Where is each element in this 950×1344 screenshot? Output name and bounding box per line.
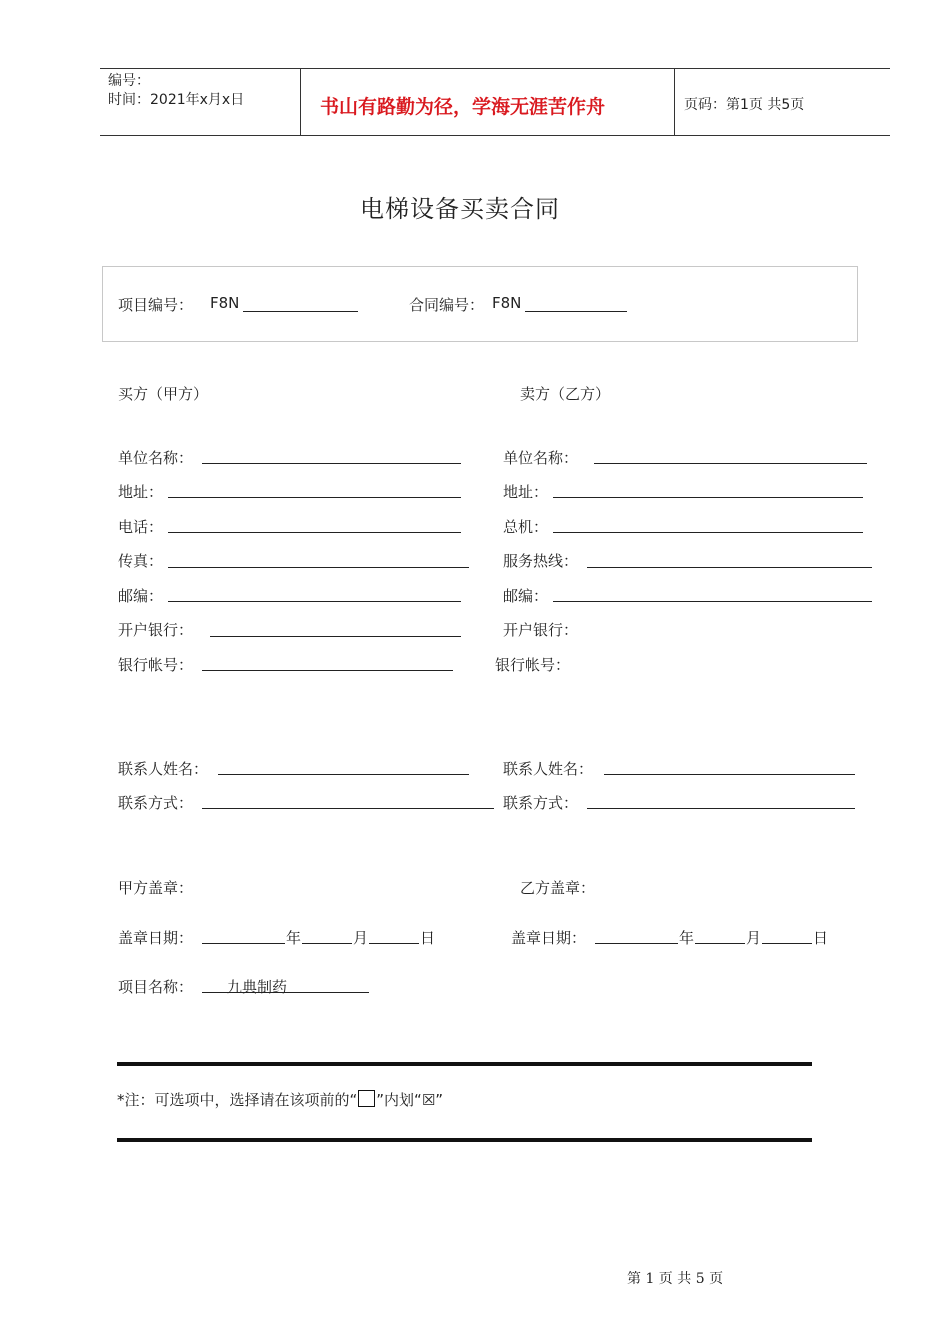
seller-bank-label: 开户银行： bbox=[503, 621, 579, 639]
buyer-contact-method-label: 联系方式： bbox=[118, 794, 194, 812]
buyer-account-label: 银行帐号： bbox=[118, 656, 194, 674]
note-prefix: *注：可选项中，选择请在该项前的“ bbox=[117, 1091, 358, 1109]
buyer-contact-name-field[interactable] bbox=[218, 774, 469, 775]
seller-postcode-field[interactable] bbox=[553, 601, 872, 602]
seller-seal-label: 乙方盖章： bbox=[520, 879, 596, 897]
note-bottom-rule bbox=[117, 1138, 812, 1142]
buyer-contact-name-label: 联系人姓名： bbox=[118, 760, 209, 778]
seller-seal-day-field[interactable] bbox=[762, 943, 812, 944]
seller-seal-year-field[interactable] bbox=[595, 943, 678, 944]
header-motto: 书山有路勤为径，学海无涯苦作舟 bbox=[320, 96, 606, 118]
seller-contact-method-label: 联系方式： bbox=[503, 794, 579, 812]
buyer-bank-field[interactable] bbox=[210, 636, 461, 637]
buyer-phone-field[interactable] bbox=[168, 532, 461, 533]
time-label: 时间：2021年x月x日 bbox=[108, 92, 245, 108]
seller-address-field[interactable] bbox=[553, 497, 863, 498]
buyer-seal-day-field[interactable] bbox=[369, 943, 419, 944]
seller-contact-method-field[interactable] bbox=[587, 808, 855, 809]
buyer-account-field[interactable] bbox=[202, 670, 453, 671]
buyer-fax-field[interactable] bbox=[168, 567, 469, 568]
contract-no-value[interactable]: F8N bbox=[492, 294, 522, 312]
buyer-heading: 买方（甲方） bbox=[118, 385, 209, 403]
note-text bbox=[117, 1089, 443, 1110]
seller-hotline-field[interactable] bbox=[587, 567, 872, 568]
page-title: 电梯设备买卖合同 bbox=[360, 195, 560, 223]
seller-unit-name-label: 单位名称： bbox=[503, 449, 579, 467]
note-top-rule bbox=[117, 1062, 812, 1066]
project-name-label: 项目名称： bbox=[118, 978, 194, 996]
seller-seal-month-field[interactable] bbox=[695, 943, 745, 944]
header-top-rule bbox=[100, 68, 890, 69]
buyer-seal-day-unit: 日 bbox=[420, 929, 436, 947]
buyer-postcode-label: 邮编： bbox=[118, 587, 164, 605]
seller-account-label: 银行帐号： bbox=[495, 656, 571, 674]
seller-hotline-label: 服务热线： bbox=[503, 552, 579, 570]
seller-contact-name-label: 联系人姓名： bbox=[503, 760, 594, 778]
project-no-label: 项目编号： bbox=[118, 296, 194, 314]
project-name-value: 九典制药 bbox=[227, 978, 288, 996]
header-bottom-rule bbox=[100, 135, 890, 136]
buyer-address-field[interactable] bbox=[168, 497, 461, 498]
seller-switchboard-label: 总机： bbox=[503, 518, 549, 536]
buyer-unit-name-label: 单位名称： bbox=[118, 449, 194, 467]
buyer-fax-label: 传真： bbox=[118, 552, 164, 570]
project-no-value[interactable]: F8N bbox=[210, 294, 240, 312]
buyer-seal-year-unit: 年 bbox=[286, 929, 302, 947]
buyer-phone-label: 电话： bbox=[118, 518, 164, 536]
header-meta bbox=[108, 72, 244, 110]
buyer-seal-label: 甲方盖章： bbox=[118, 879, 194, 897]
seller-switchboard-field[interactable] bbox=[553, 532, 863, 533]
seller-contact-name-field[interactable] bbox=[604, 774, 855, 775]
note-middle: ”内划“ bbox=[376, 1091, 422, 1109]
buyer-seal-month-unit: 月 bbox=[353, 929, 369, 947]
seller-unit-name-field[interactable] bbox=[594, 463, 867, 464]
checked-box-icon: ☒ bbox=[421, 1091, 436, 1109]
header-divider-right bbox=[674, 68, 675, 136]
seller-seal-year-unit: 年 bbox=[679, 929, 695, 947]
contract-no-underline bbox=[525, 311, 627, 312]
project-no-underline bbox=[243, 311, 358, 312]
seller-postcode-label: 邮编： bbox=[503, 587, 549, 605]
buyer-address-label: 地址： bbox=[118, 483, 164, 501]
seller-heading: 卖方（乙方） bbox=[520, 385, 611, 403]
buyer-bank-label: 开户银行： bbox=[118, 621, 194, 639]
seller-seal-date-label: 盖章日期： bbox=[511, 929, 587, 947]
buyer-contact-method-field[interactable] bbox=[202, 808, 494, 809]
note-suffix: ” bbox=[435, 1091, 444, 1109]
buyer-seal-month-field[interactable] bbox=[302, 943, 352, 944]
seller-seal-day-unit: 日 bbox=[813, 929, 829, 947]
footer-page-number: 第 1 页 共 5 页 bbox=[627, 1271, 724, 1287]
seller-address-label: 地址： bbox=[503, 483, 549, 501]
buyer-seal-year-field[interactable] bbox=[202, 943, 285, 944]
header-page-info: 页码：第1页 共5页 bbox=[684, 97, 805, 113]
buyer-postcode-field[interactable] bbox=[168, 601, 461, 602]
header-divider-left bbox=[300, 68, 301, 136]
seller-seal-month-unit: 月 bbox=[746, 929, 762, 947]
contract-no-label: 合同编号： bbox=[409, 296, 485, 314]
serial-label: 编号： bbox=[108, 73, 150, 89]
buyer-unit-name-field[interactable] bbox=[202, 463, 461, 464]
checkbox-icon bbox=[358, 1090, 375, 1107]
buyer-seal-date-label: 盖章日期： bbox=[118, 929, 194, 947]
